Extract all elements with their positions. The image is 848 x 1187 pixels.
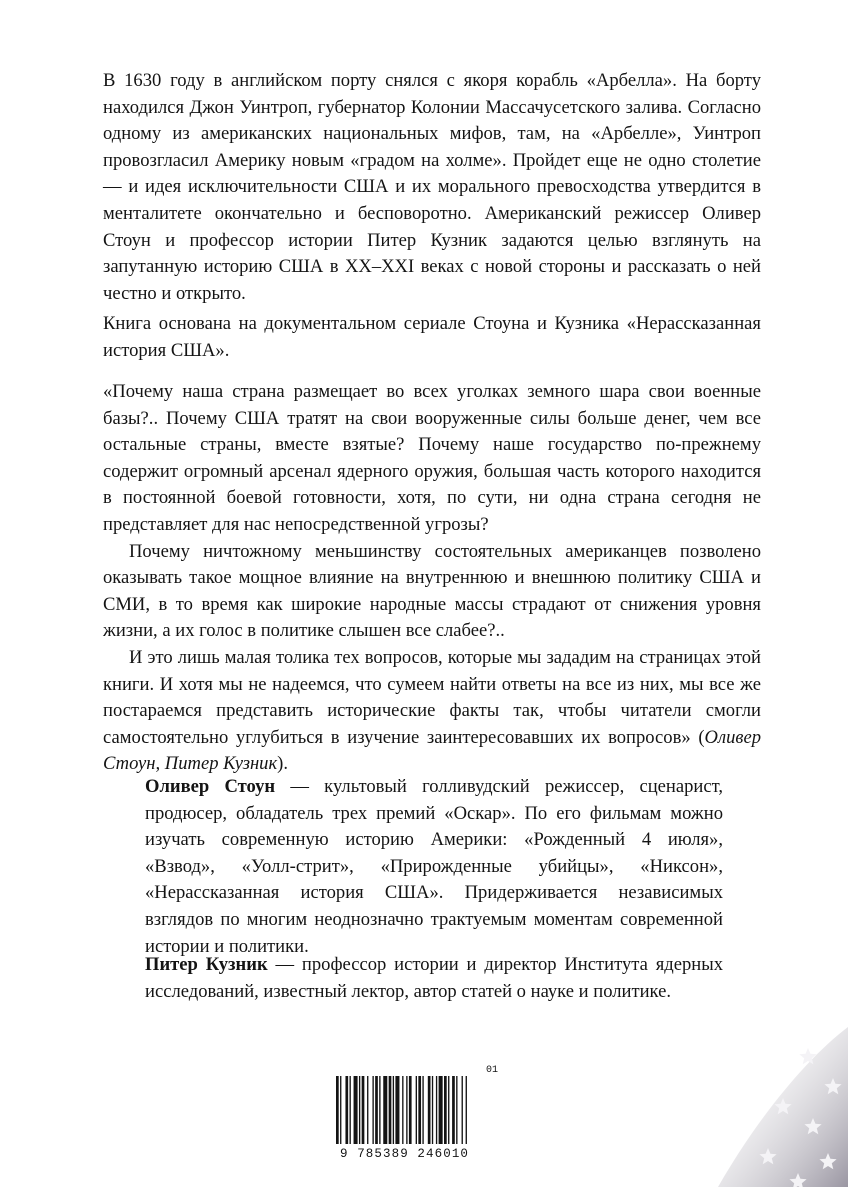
barcode-bar	[462, 1076, 463, 1144]
barcode-bar	[362, 1076, 365, 1144]
barcode-bar	[428, 1076, 431, 1144]
flag-decoration	[688, 997, 848, 1187]
quote-paragraph-3	[103, 645, 761, 778]
basis-section	[103, 311, 761, 364]
barcode-digits: 9 785389 246010	[340, 1147, 470, 1161]
barcode-bar	[436, 1076, 437, 1144]
bio-kuznick-name: Питер Кузник	[145, 954, 268, 975]
quote-section	[103, 379, 761, 778]
barcode-bar	[422, 1076, 423, 1144]
intro-section	[103, 68, 761, 307]
barcode-bar	[367, 1076, 368, 1144]
barcode-bar	[393, 1076, 394, 1144]
barcode-bar	[448, 1076, 449, 1144]
bio-stone-paragraph	[145, 774, 723, 960]
barcode-bar	[452, 1076, 455, 1144]
isbn-barcode	[326, 1062, 516, 1162]
barcode-bar	[416, 1076, 417, 1144]
barcode-bar	[359, 1076, 360, 1144]
quote-paragraph-3-text: И это лишь малая толика тех вопросов, которые мы зададим на страницах этой книги. И хотя мы не надеемся, что сумеем найти ответы на все из них, мы все же постараемся представить исторические факты так, чтобы читатели смогли самостоятельно углубиться в изучение заинтересовавших их вопросов» (	[103, 646, 761, 748]
barcode-bar	[466, 1076, 467, 1144]
barcode-bar	[395, 1076, 399, 1144]
barcode-bar	[379, 1076, 380, 1144]
barcode-bar	[389, 1076, 392, 1144]
bio-stone-name: Оливер Стоун	[145, 776, 276, 797]
basis-paragraph: Книга основана на документальном сериале Стоуна и Кузника «Нерассказанная история США».	[103, 313, 761, 361]
barcode-bar	[372, 1076, 373, 1144]
quote-paragraph-2: Почему ничтожному меньшинству состоятельных американцев позволено оказывать такое мощное влияние на внутреннюю и внешнюю политику США и СМИ, в то время как широкие народные массы страдают от снижения уровня жизни, а их голос в политике слышен все слабее?..	[103, 540, 761, 642]
barcode-bar	[444, 1076, 447, 1144]
barcode-bar	[345, 1076, 348, 1144]
bio-kuznick-text: — профессор истории и директор Института ядерных исследований, известный лектор, автор статей о науке и политике.	[145, 954, 724, 1002]
intro-paragraph: В 1630 году в английском порту снялся с якоря корабль «Арбелла». На борту находился Джон Уинтроп, губернатор Колонии Массачусетского залива. Согласно одному из американских национальных мифов, там, на «Арбелле», Уинтроп провозгласил Америку новым «градом на холме». Пройдет еще не одно столетие — и идея исключительности США и их морального превосходства утвердится в менталитете окончательно и бесповоротно. Американский режиссер Оливер Стоун и профессор истории Питер Кузник задаются целью взглянуть на запутанную историю США в XX–XXI веках с новой стороны и рассказать о ней честно и открыто.	[103, 70, 761, 304]
barcode-bar	[402, 1076, 403, 1144]
barcode-bar	[456, 1076, 457, 1144]
bio-kuznick-paragraph	[145, 952, 723, 1005]
quote-paragraph-1: «Почему наша страна размещает во всех уголках земного шара свои военные базы?.. Почему США тратят на свои вооруженные силы больше денег, чем все остальные страны, вместе взятые? Почему наше государство по-прежнему содержит огромный арсенал ядерного оружия, большая часть которого находится в постоянной боевой готовности, хотя, по сути, ни одна страна сегодня не представляет для нас непосредственной угрозы?	[103, 381, 761, 535]
barcode-bar	[375, 1076, 378, 1144]
barcode-bar	[340, 1076, 341, 1144]
quote-close: ).	[277, 753, 289, 775]
barcode-bar	[336, 1076, 339, 1144]
bio-stone-text: — культовый голливудский режиссер, сценарист, продюсер, обладатель трех премий «Оскар». По его фильмам можно изучать современную историю Америки: «Рожденный 4 июля», «Взвод», «Уолл-стрит», «Прирожденные убийцы», «Никсон», «Нерассказанная история США». Придерживается независимых взглядов по многим неоднозначно трактуемым моментам современной истории и политики.	[145, 776, 723, 957]
bio-kuznick	[145, 952, 723, 1005]
barcode-addon: 01	[486, 1065, 499, 1076]
bio-stone	[145, 774, 723, 960]
barcode-bar	[418, 1076, 421, 1144]
barcode-bar	[432, 1076, 433, 1144]
barcode-bar	[383, 1076, 387, 1144]
barcode-bar	[439, 1076, 443, 1144]
barcode-bars	[336, 1076, 467, 1144]
quote-attribution: Оливер Стоун, Питер Кузник	[103, 726, 761, 775]
barcode-bar	[409, 1076, 412, 1144]
barcode-bar	[354, 1076, 358, 1144]
barcode-bar	[406, 1076, 407, 1144]
barcode-bar	[350, 1076, 351, 1144]
